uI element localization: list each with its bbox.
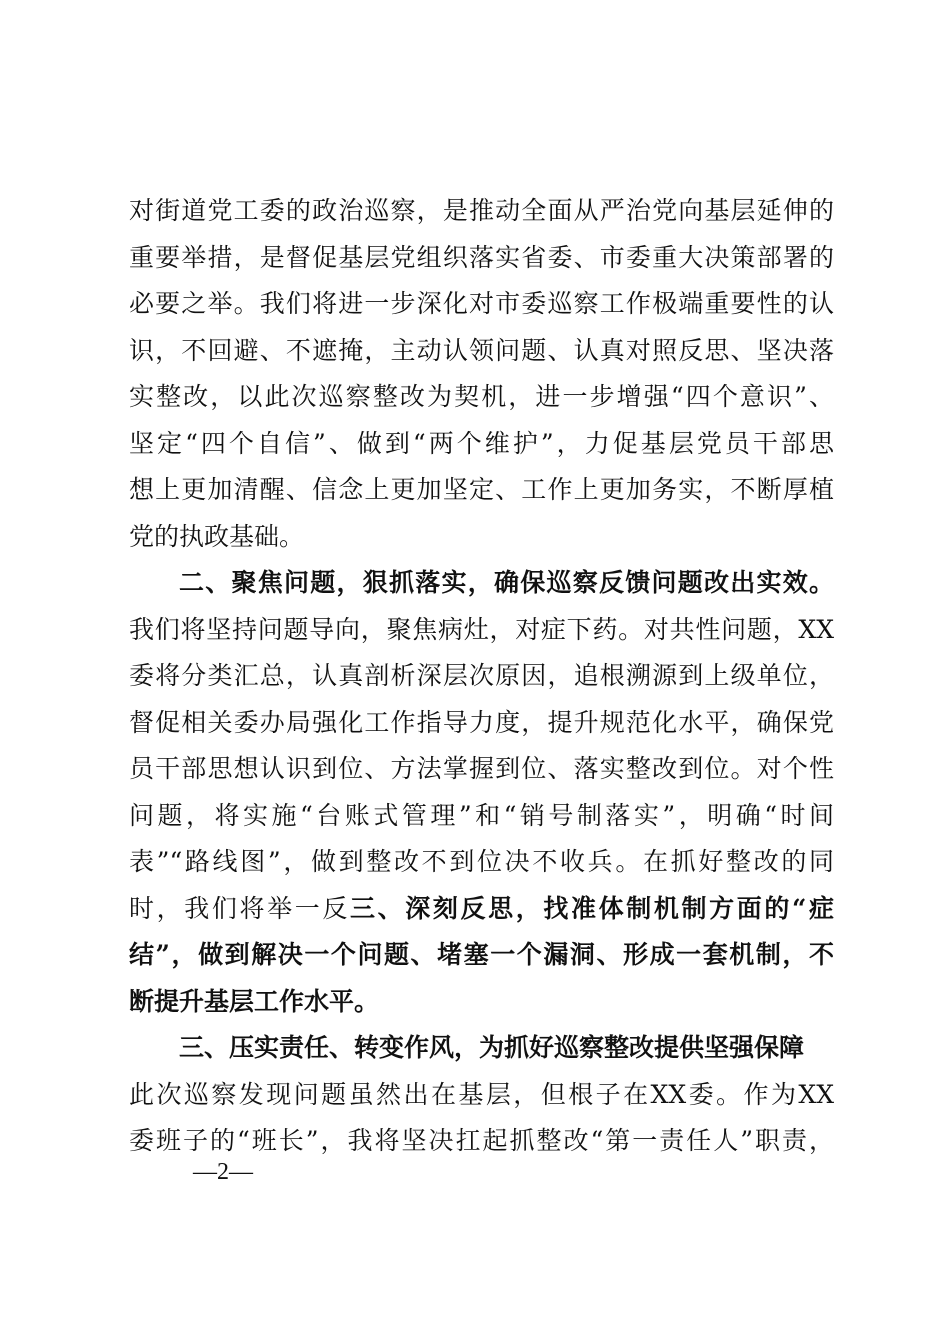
text-line: 实整改，以此次巡察整改为契机，进一步增强“四个意识”、 [129,382,834,411]
text-line: 此次巡察发现问题虽然出在基层，但根子在XX委。作为XX [129,1079,834,1109]
text-line: 委将分类汇总，认真剖析深层次原因，追根溯源到上级单位， [129,661,834,690]
text-line: 委班子的“班长”，我将坚决扛起抓整改“第一责任人”职责， [129,1126,834,1155]
text-line: 坚定“四个自信”、做到“两个维护”，力促基层党员干部思 [129,428,834,458]
text-line-mixed [129,886,834,933]
section-heading-3: 三、压实责任、转变作风，为抓好巡察整改提供坚强保障 [179,1033,805,1062]
text-bold-segment: 三、深刻反思，找准体制机制方面的“症 [350,893,834,923]
text-line: 党的执政基础。 [129,521,305,551]
paragraph-responsibility [129,1072,834,1165]
text-line: 必要之举。我们将进一步深化对市委巡察工作极端重要性的认 [129,289,834,318]
paragraph-focus-problems [129,607,834,1026]
document-body [129,188,834,1165]
text-line: 问题，将实施“台账式管理”和“销号制落实”，明确“时间 [129,800,834,830]
paragraph-political-inspection [129,188,834,560]
page-number: —2— [193,1159,253,1185]
text-line: 对街道党工委的政治巡察，是推动全面从严治党向基层延伸的 [129,196,834,225]
text-normal-segment: 时，我们将举一反 [129,893,350,923]
text-line: 识，不回避、不遮掩，主动认领问题、认真对照反思、坚决落 [129,335,834,365]
text-line: 督促相关委办局强化工作指导力度，提升规范化水平，确保党 [129,707,834,737]
text-line-bold: 结”，做到解决一个问题、堵塞一个漏洞、形成一套机制，不 [129,940,834,969]
text-line: 表”“路线图”，做到整改不到位决不收兵。在抓好整改的同 [129,847,834,876]
text-line-bold: 断提升基层工作水平。 [129,986,380,1016]
text-line: 我们将坚持问题导向，聚焦病灶，对症下药。对共性问题，XX [129,614,834,644]
section-heading-2: 二、聚焦问题，狠抓落实，确保巡察反馈问题改出实效。 [179,568,834,597]
text-line: 员干部思想认识到位、方法掌握到位、落实整改到位。对个性 [129,754,834,783]
text-line: 想上更加清醒、信念上更加坚定、工作上更加务实，不断厚植 [129,475,834,504]
text-line: 重要举措，是督促基层党组织落实省委、市委重大决策部署的 [129,242,834,272]
